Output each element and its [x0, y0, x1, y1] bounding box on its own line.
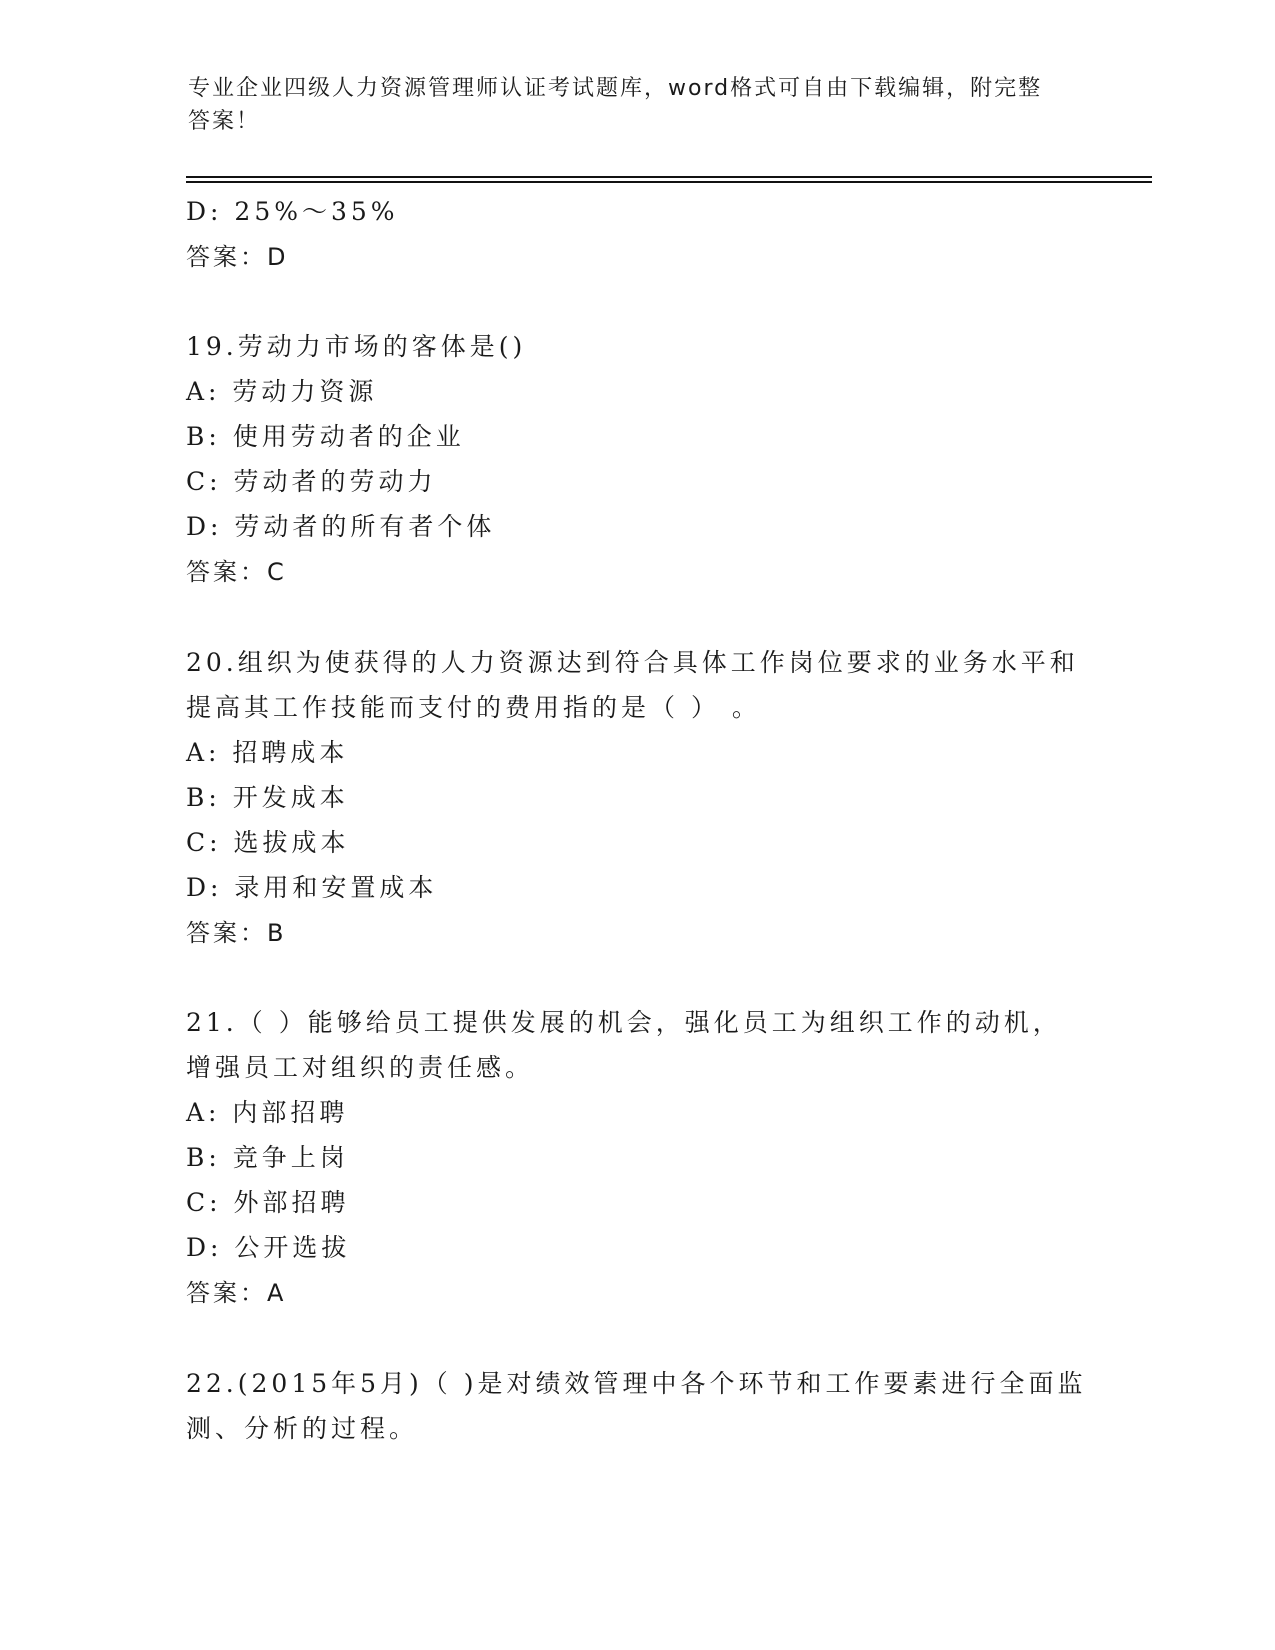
q22-stem-line-1: 22.(2015年5月)（ )是对绩效管理中各个环节和工作要素进行全面监: [186, 1369, 1087, 1398]
q21-answer: 答案：A: [186, 1279, 287, 1307]
q21-stem-line-1: 21.（ ）能够给员工提供发展的机会，强化员工为组织工作的动机，: [186, 1008, 1062, 1037]
header-line-1: 专业企业四级人力资源管理师认证考试题库，word格式可自由下载编辑，附完整: [188, 76, 1043, 101]
q18-option-d: D: 25%～35%: [186, 197, 399, 226]
q21-option-d: D: 公开选拔: [186, 1233, 351, 1262]
header-divider-top: [186, 176, 1152, 178]
q19-option-a: A: 劳动力资源: [186, 377, 378, 406]
q20-option-a: A: 招聘成本: [186, 738, 349, 767]
header-divider-bottom: [186, 181, 1152, 183]
q18-answer: 答案：D: [186, 243, 289, 271]
q21-option-b: B: 竞争上岗: [186, 1143, 349, 1172]
q19-answer: 答案：C: [186, 558, 287, 586]
q20-option-d: D: 录用和安置成本: [186, 873, 438, 902]
document-header: [188, 72, 1068, 138]
q22-stem-line-2: 测、分析的过程。: [186, 1414, 419, 1443]
q20-option-c: C: 选拔成本: [186, 828, 350, 857]
q20-option-b: B: 开发成本: [186, 783, 349, 812]
q20-stem-line-2: 提高其工作技能而支付的费用指的是（ ） 。: [186, 693, 761, 722]
q21-stem-line-2: 增强员工对组织的责任感。: [186, 1053, 535, 1082]
header-line-2: 答案！: [188, 109, 261, 134]
q19-option-b: B: 使用劳动者的企业: [186, 422, 465, 451]
q21-option-a: A: 内部招聘: [186, 1098, 349, 1127]
q19-option-d: D: 劳动者的所有者个体: [186, 512, 496, 541]
q19-option-c: C: 劳动者的劳动力: [186, 467, 437, 496]
q20-stem-line-1: 20.组织为使获得的人力资源达到符合具体工作岗位要求的业务水平和: [186, 648, 1079, 677]
q20-answer: 答案：B: [186, 919, 287, 947]
q21-option-c: C: 外部招聘: [186, 1188, 350, 1217]
q19-stem: 19.劳动力市场的客体是(): [186, 332, 527, 361]
